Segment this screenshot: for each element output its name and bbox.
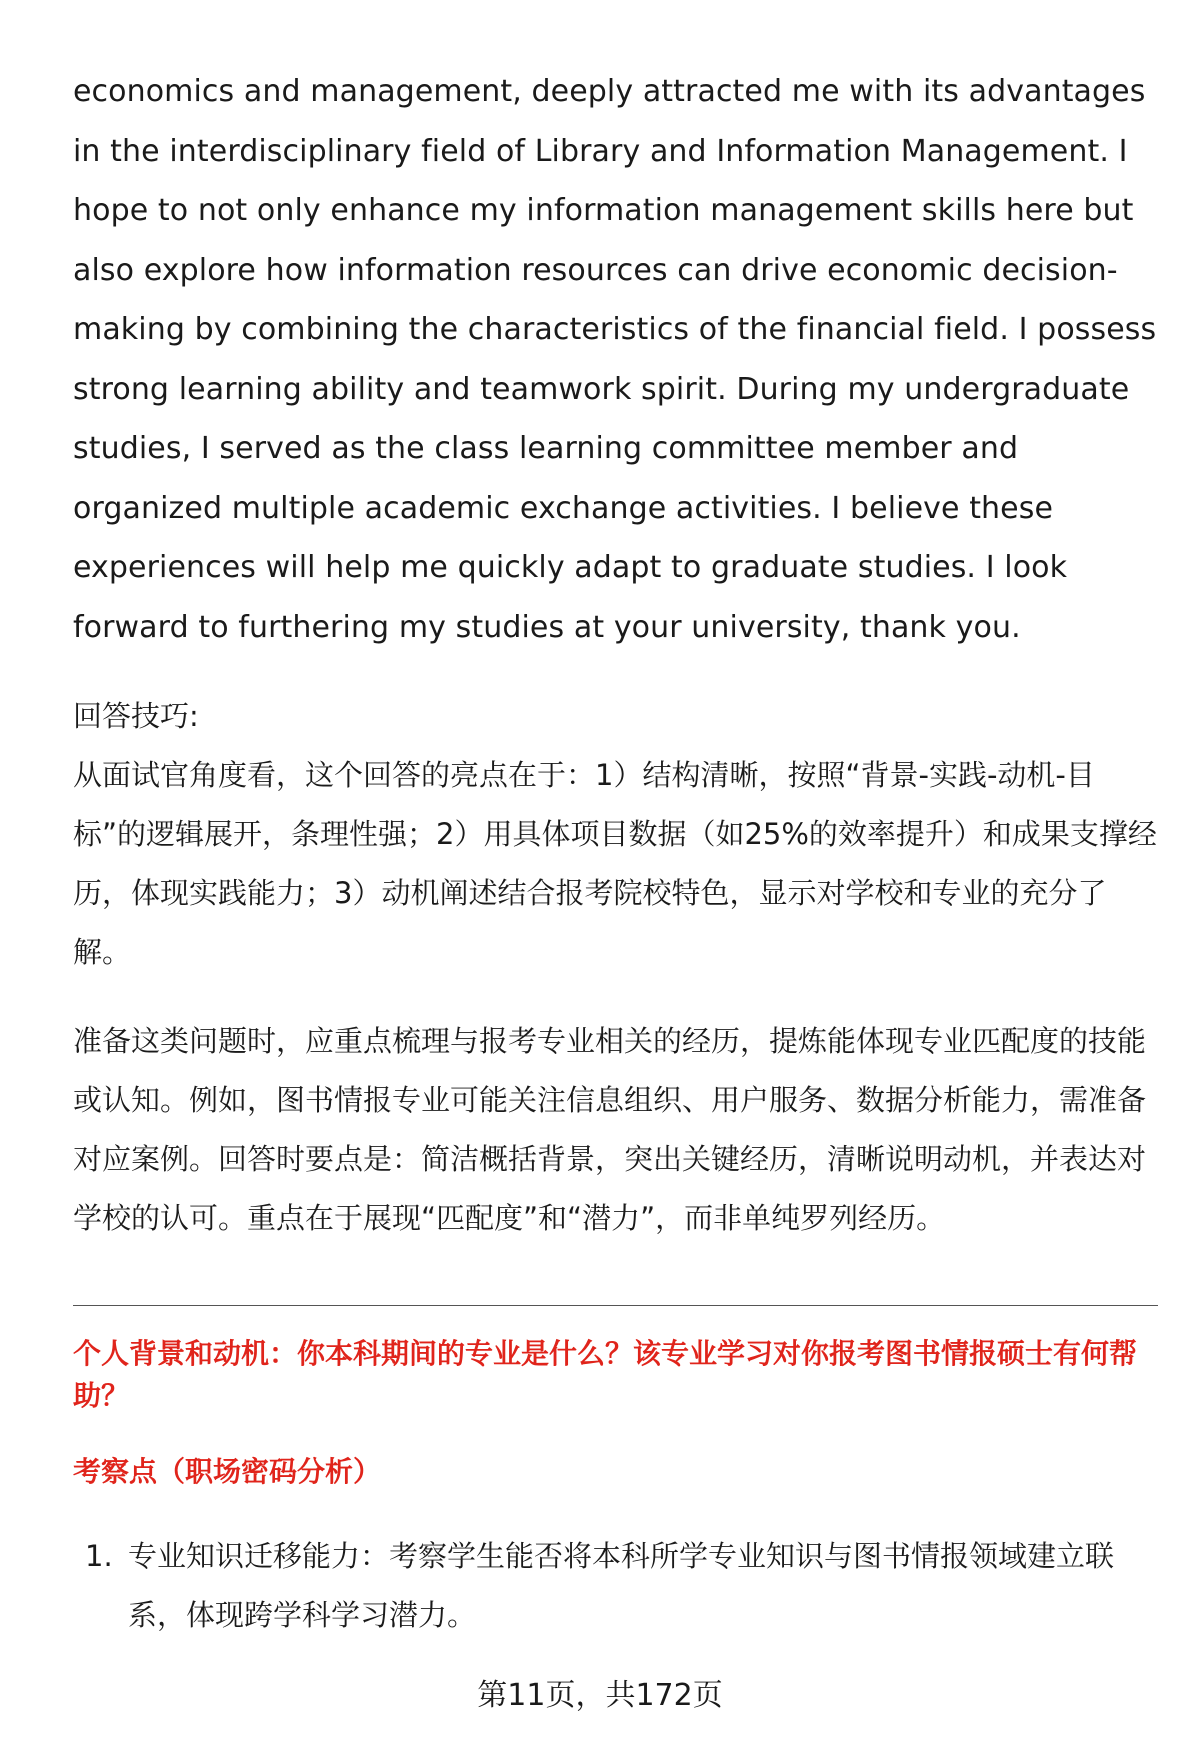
assessment-points-heading: 考察点（职场密码分析） [73,1455,382,1488]
page-number-footer: 第11页，共172页 [477,1678,723,1713]
tips-body: 从面试官角度看，这个回答的亮点在于：1）结构清晰，按照“背景-实践-动机-目标”的逻辑展开，条理性强；2）用具体项目数据（如25%的效率提升）和成果支撑经历，体现实践能力；3）动机阐述结合报考院校特色，显示对学校和专业的充分了解。 [73,758,1157,969]
tips-label: 回答技巧: [73,699,199,733]
english-answer-paragraph: economics and management, deeply attracted me with its advantages in the interdisciplinary field of Library and Information Management. I hope to not only enhance my information management skills here but also explore how information resources can drive economic decision-making by combining the characteristics of the financial field. I possess strong learning ability and teamwork spirit. During my undergraduate studies, I served as the class learning committee member and organized multiple academic exchange activities. I believe these experiences will help me quickly adapt to graduate studies. I look forward to furthering my studies at your university, thank you. [73,74,1157,645]
assessment-points-list [73,1527,1158,1645]
preparation-paragraph: 准备这类问题时，应重点梳理与报考专业相关的经历，提炼能体现专业匹配度的技能或认知。例如，图书情报专业可能关注信息组织、用户服务、数据分析能力，需准备对应案例。回答时要点是：简洁概括背景，突出关键经历，清晰说明动机，并表达对学校的认可。重点在于展现“匹配度”和“潜力”，而非单纯罗列经历。 [73,1024,1147,1235]
section-divider [73,1305,1158,1306]
page-content [73,62,1158,1248]
question-heading: 个人背景和动机：你本科期间的专业是什么？该专业学习对你报考图书情报硕士有何帮助？ [73,1337,1138,1412]
list-item [73,1527,1158,1645]
list-item-number: 1. [85,1539,113,1573]
list-item-text: 专业知识迁移能力：考察学生能否将本科所学专业知识与图书情报领域建立联系，体现跨学科学习潜力。 [128,1539,1115,1632]
